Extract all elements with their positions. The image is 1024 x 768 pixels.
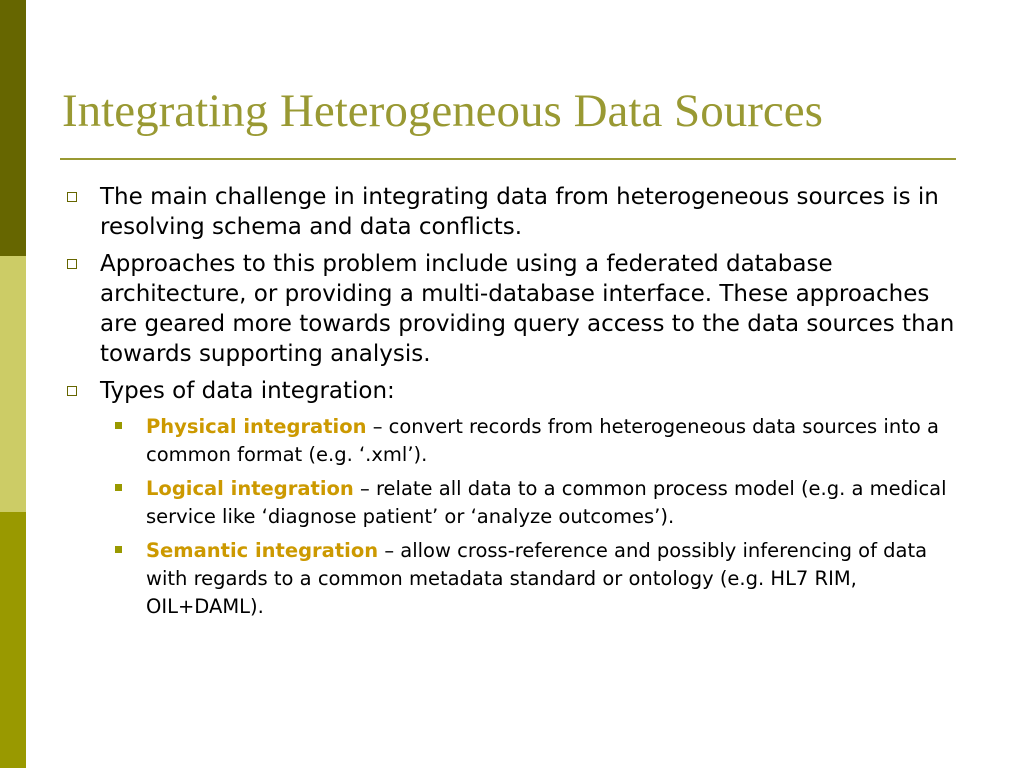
sub-bullet-text: – convert records from heterogeneous data sources into a common format (e.g. ‘.xml’). bbox=[146, 415, 939, 466]
bullet-item-1 bbox=[62, 182, 972, 242]
sub-bullet-logical-integration bbox=[100, 475, 972, 531]
title-underline bbox=[60, 158, 956, 160]
sub-bullet-text: – relate all data to a common process model (e.g. a medical service like ‘diagnose patient’ or ‘analyze outcomes’). bbox=[146, 477, 947, 528]
sub-bullet-text: – allow cross-reference and possibly inferencing of data with regards to a common metadata standard or ontology (e.g. HL7 RIM, OIL+DAML). bbox=[146, 539, 928, 618]
slide-title: Integrating Heterogeneous Data Sources bbox=[62, 85, 823, 137]
sub-bullet-semantic-integration bbox=[100, 537, 972, 621]
bullet-text: Types of data integration: bbox=[100, 378, 395, 404]
side-bar-light-segment bbox=[0, 256, 26, 512]
bullet-text: The main challenge in integrating data from heterogeneous sources is in resolving schema and data conflicts. bbox=[100, 184, 939, 240]
hollow-square-bullet-icon bbox=[67, 259, 77, 269]
term-label: Logical integration bbox=[146, 477, 354, 500]
bullet-item-2 bbox=[62, 249, 972, 369]
bullet-item-3 bbox=[62, 376, 972, 406]
filled-square-bullet-icon bbox=[115, 546, 122, 553]
filled-square-bullet-icon bbox=[115, 484, 122, 491]
term-label: Physical integration bbox=[146, 415, 367, 438]
side-bar-dark-segment bbox=[0, 0, 26, 256]
term-label: Semantic integration bbox=[146, 539, 379, 562]
side-bar-mid-segment bbox=[0, 512, 26, 768]
hollow-square-bullet-icon bbox=[67, 386, 77, 396]
bullet-text: Approaches to this problem include using a federated database architecture, or providing a multi-database interface. These approaches are geared more towards providing query access to the data sources than towards supporting analysis. bbox=[100, 251, 955, 367]
filled-square-bullet-icon bbox=[115, 422, 122, 429]
sub-bullet-list bbox=[62, 413, 972, 621]
hollow-square-bullet-icon bbox=[67, 192, 77, 202]
sub-bullet-physical-integration bbox=[100, 413, 972, 469]
slide-content bbox=[62, 182, 972, 627]
